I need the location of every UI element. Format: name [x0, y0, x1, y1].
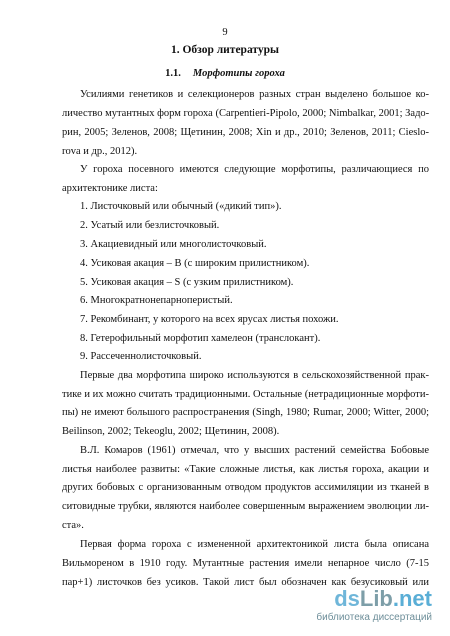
text-line: Первая форма гороха с измененной архитектоникой листа была описана [80, 539, 429, 550]
text-line: ста». [62, 520, 84, 531]
text-line: Первые два морфотипа широко используются в сельскохозяйственной прак- [80, 370, 429, 381]
text-line: тике и их можно считать традиционными. Остальные (нетрадиционные морфоти- [62, 389, 429, 400]
text-line: личество мутантных форм гороха (Carpentieri-Pipolo, 2000; Nimbalkar, 2001; Задо- [62, 108, 430, 119]
text-line: ситовидные трубки, являются наиболее совершенным выражением эволюции ли- [62, 501, 429, 512]
list-item: 5. Усиковая акация – S (с узким прилистником). [80, 277, 294, 288]
subsection-title: Морфотипы гороха [192, 68, 285, 79]
dslib-watermark [282, 586, 432, 626]
list-item: 7. Рекомбинант, у которого на всех ярусах листья похожи. [80, 314, 339, 325]
text-line: пар+1) листочков без усиков. Такой лист был обозначен как безусиковый или [62, 577, 429, 588]
text-line: У гороха посевного имеются следующие морфотипы, различающиеся по [80, 164, 429, 175]
dslib-logo: dsLib.net [334, 586, 432, 611]
list-item: 3. Акациевидный или многолисточковый. [80, 239, 267, 250]
text-line: rova и др., 2012). [62, 146, 138, 157]
list-item: 1. Листочковый или обычный («дикий тип»). [80, 201, 282, 212]
list-item: 4. Усиковая акация – В (с широким прилистником). [80, 258, 310, 269]
text-line: архитектонике листа: [62, 183, 158, 194]
text-line: Усилиями генетиков и селекционеров разных стран выделено большое ко- [80, 89, 429, 100]
text-line: Вильмореном в 1910 году. Мутантные растения имели непарное число (7-15 [62, 558, 429, 569]
page-number: 9 [222, 27, 228, 38]
text-line: листья наиболее развиты: «Такие сложные листья, как листья гороха, акации и [62, 464, 429, 475]
text-line: других бобовых с организованным отводом продуктов ассимиляции из тканей в [62, 482, 429, 493]
list-item: 2. Усатый или безлисточковый. [80, 220, 220, 231]
list-item: 8. Гетерофильный морфотип хамелеон (транслокант). [80, 333, 321, 344]
text-line: пы) не имеют большого распространения (Singh, 1980; Rumar, 2000; Witter, 2000; [62, 407, 429, 418]
list-item: 9. Рассеченнолисточковый. [80, 351, 202, 362]
subsection-number: 1.1. [165, 68, 181, 79]
list-item: 6. Многократнонепарноперистый. [80, 295, 233, 306]
text-line: рин, 2005; Зеленов, 2008; Щетинин, 2008; Xin и др., 2010; Зеленов, 2011; Cieslo- [62, 127, 429, 138]
subsection-heading [0, 68, 450, 79]
text-line: Beilinson, 2002; Tekeoglu, 2002; Щетинин, 2008). [62, 426, 280, 437]
watermark-subtitle: библиотека диссертаций [316, 612, 432, 623]
text-line: В.Л. Комаров (1961) отмечал, что у высших растений семейства Бобовые [80, 445, 429, 456]
section-heading: 1. Обзор литературы [170, 44, 280, 56]
